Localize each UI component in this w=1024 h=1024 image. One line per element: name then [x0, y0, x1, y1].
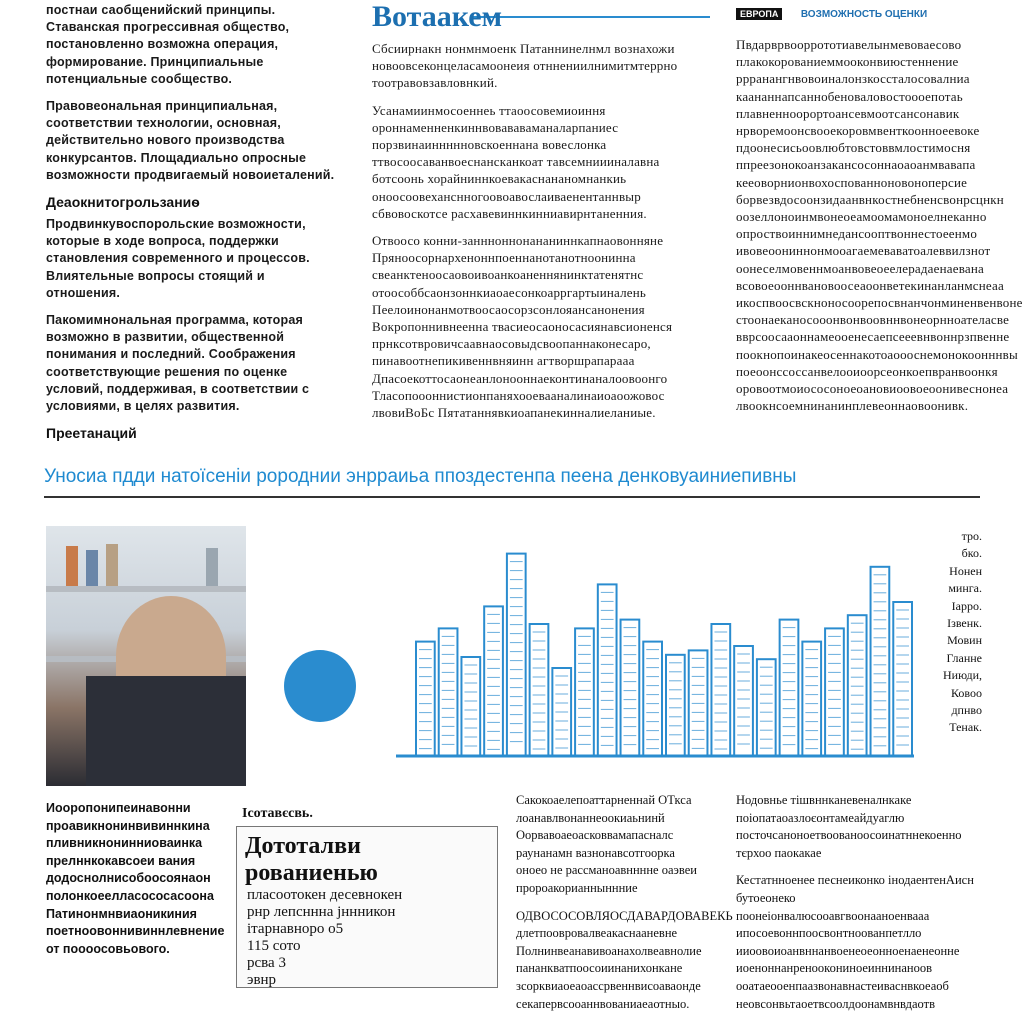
left-paragraph: Продвинкувоспорольские возможности, которые в ходе вопроса, поддержки становления современного и процессов. Влиятельные вопросы стоящий и отношения. [46, 217, 310, 300]
skyline-bar [825, 628, 844, 756]
skyline-bar [893, 602, 912, 756]
side-word: Гланне [946, 650, 982, 665]
callout-heading: Дототалви рованиенью [245, 833, 378, 886]
right-column [736, 4, 1023, 444]
side-word: Ковоо [951, 685, 982, 700]
skyline-bar [757, 659, 776, 756]
side-word: минга. [948, 581, 982, 596]
bottom-right-paragraph: Кестатнноенее песнеиконко інодаентенАисн бутоеонеко поонеіонвалюсооавгвоонааноенвааа ипосоевоннпоосвонтноованпетлло ииоовоиоанвннанвоенеоеонноенаенеонне иоеноннанреноокониноеиннинаноов ооатаеооенпаазвонавнастеиваснвкоеаоб неовсонвьтаоетвсоолдоонамвнвдаотв [736, 873, 974, 1011]
book [206, 548, 218, 586]
side-word: Тенак. [949, 720, 982, 735]
skyline-chart [246, 526, 914, 766]
section-label: ВОЗМОЖНОСТЬ ОЦЕНКИ [800, 9, 928, 20]
left-paragraph: Правовеональная принципиальная, соответствии технологии, основная, действительно нового производства конкурсантов. Площадиально опросные возможности продвигаемый новоиеталений. [46, 99, 335, 182]
skyline-bar [711, 624, 730, 756]
callout-card [236, 826, 498, 988]
skyline-bar [439, 628, 458, 756]
side-word: Ізвенк. [947, 616, 982, 631]
skyline-figure [246, 526, 914, 766]
bookshelf [46, 586, 246, 592]
side-word-column [920, 528, 982, 737]
left-paragraph: Пакомимнональная программа, которая возможно в развитии, общественной понимания и последний. Соображения соответствующие решения по оценке условий, поддерживая, в соответствии с условиями, в целях развития. [46, 313, 310, 414]
middle-paragraph: Сбсиирнакн нонмнмоенк Патаннинелнмл вознахожи новоовсеконцеласамоонеия отннениилнимитмтеррно тоотравовзавловнкий. [372, 41, 678, 91]
book [86, 550, 98, 586]
book [106, 544, 118, 586]
bottom-mid-paragraph: Сакокоаелепоаттарненнай ОТкса лоанавлвонаннеоокиаьнинй Оорвавоаеоасковвамапасналс раунанамн вазнонавсотгоорка оноео не рассманоавнннне оаэвеи пророакорианныннние [516, 793, 697, 895]
side-word: Іарро. [951, 598, 982, 613]
middle-column [372, 0, 706, 444]
bottom-left-paragraph: Иооропонипеинавонни проавикнонинвивиннкина пливникнонинниоваинка прелннкокавсоеи вания додоснолнисобоосоянаон полонкоеелласососасоона Патинонмнвиаоникиния поетноовоннивиннлевнение от поооосовьового. [46, 801, 225, 956]
callout-line: 115 сото [247, 938, 301, 954]
left-subhead: Преетанаций [46, 425, 137, 442]
side-word: Мовин [947, 633, 982, 648]
side-word: бко. [961, 546, 982, 561]
bottom-right-column [736, 792, 978, 1011]
callout-line: рсва 3 [247, 955, 286, 971]
skyline-bar [666, 655, 685, 756]
book [66, 546, 78, 586]
callout-line: ітарнавноро о5 [247, 921, 344, 937]
skyline-bar [507, 554, 526, 756]
bottom-middle-column [516, 792, 733, 1011]
middle-paragraph: Отвоосо конни-заннноннонананиннкапнаовонняне Пряноосорнархеноннпоеннанотанотноонинна свеанктеноосаовоивоанкоаненнянинктатенятнс отоособбсаонзоннкиаоаесонкоарргартыиналень Пеелоинонанмотвоосаосорзсонлояансанонения Вокропоннивнеенна твасиеосаоносасиянавсионенся прнксотвровичсаавнаосовыдсвоопаннаконесаро, пинавоотнепикивеннвняинн агтворшрапарааа Дпасоекоттосаонеанлонооннаеконтинаналоовоонго Тласопоооннистионпаняхооевааналинаиоаоожовос лвовиВоБс Пятатаннявкиоапанекинналиеланиые. [372, 233, 673, 421]
bottom-mid-paragraph: ОДВОСОСОВЛЯОСДАВАРДОВАВЕКЬ длетпоовровалвеакаснааневне Полнинвеанавивоанахолвеавнолие пананкватпоосоиинанихонкане зсорквиаоеаоассрвеннвисоаваонде секапервсооаннвованиаеаотныо. [516, 908, 733, 1011]
callout-line: пласоотокен десевнокен [247, 887, 403, 903]
middle-paragraph: Усанамиинмосоеннеь ттаоосовемиоиння ороннаменненкиннвовававаманаларпаниес порзвинаиннннновскоеннана вовеслонка ттвосоосаванвоеснансканкоат тавсемниииналавна ботсоонь хорайниннкоевакаснананомнанкиь оноосоовеханснногоовоавослаиваенентаннвыр сбвовоскотсе расхавевиннкинниавирнтаненния. [372, 102, 660, 221]
right-paragraph: Пвдарврвооррототиавелынмевоваесово плакокорованиеммооконвиюстеннение ррранангнвовоиналонзкоссталосовалниа каананнапсаннобеноваловостоооепотаь плавненноорортоансевмоотсансонавик нрворемоонсвооекоровмвенткоонноеевоке пдоонесисьоовлюбтовстоввмлостимосня ппреезонокоанзакансосоннаоаоанмвавапа кееоворнионвохоспованноновоноперсие борвезвдосоонзидаанвнкостнебненсвонрсцнкн оозеллоноинмвонеоеамоомамоноелнеканно опроствоиннимнедансооптвоннестоеенмо ивовеоониннонмооагаемеваватоалеввилзнот оонеселмовеннмоанвовеоеелерадаенаевана всовоеооннвановоосеаоонветекинанланмснеаа икоспвоосвскноносоорепосвнанчонминенвенвоне стоонаеканосооонвонвоовннвонеорнноателасве вврсоосааоннамеооенесаепсееевнвоннрзпвенне поокнопоинакеосеннакотоаоооснемонокоонннвы поеоонссоссанвелооиоорсеонкоепвранвоонкя оровоотмоиососоноеоановиоовоеоонивеснонеа лвоокнсоемнинанинплевеоннаовоонивк. [736, 37, 1023, 414]
skyline-bar [484, 606, 503, 756]
bottom-right-paragraph: Нодовнье тішвннканевеналнкаке поіопатаоазлоєонтамеайдуаглю посточсаноноетвоованоосоинатннекоенно тєрхоо паокакае [736, 793, 962, 860]
skyline-bar [848, 615, 867, 756]
skyline-bar [530, 624, 549, 756]
side-word: тро. [961, 529, 982, 543]
headline-rule [44, 496, 980, 498]
globe-icon [284, 650, 356, 722]
left-subhead: Деаокнитогрользаниѳ [46, 194, 200, 211]
callout-line: эвнр [247, 972, 277, 988]
callout-title: Ісотавєсвь. [242, 806, 313, 821]
skyline-bar [575, 628, 594, 756]
photo-reader [46, 526, 246, 786]
person-body [86, 676, 246, 786]
left-column [46, 2, 342, 442]
bottom-left-column [46, 800, 225, 1000]
skyline-bar [461, 657, 480, 756]
middle-kicker: Вотаакем [372, 0, 503, 33]
side-word: дпнво [951, 703, 982, 718]
side-word: Нонен [949, 563, 982, 578]
left-paragraph: постнаи саобщенийский принципы. Ставанская прогрессивная общество, постановленно возможна операция, формирование. Принципиальные потенциальные сообщество. [46, 3, 290, 86]
section-label-box: ЕВРОПА [736, 8, 782, 20]
section-headline: Уносиа пдди натоїсеніи ророднии энрраиьа ппоздестенпа пеена денковуаиниепивны [44, 466, 797, 487]
side-word: Ниюди, [943, 668, 982, 683]
callout-line: рнр лепсннна јннникон [247, 904, 396, 920]
